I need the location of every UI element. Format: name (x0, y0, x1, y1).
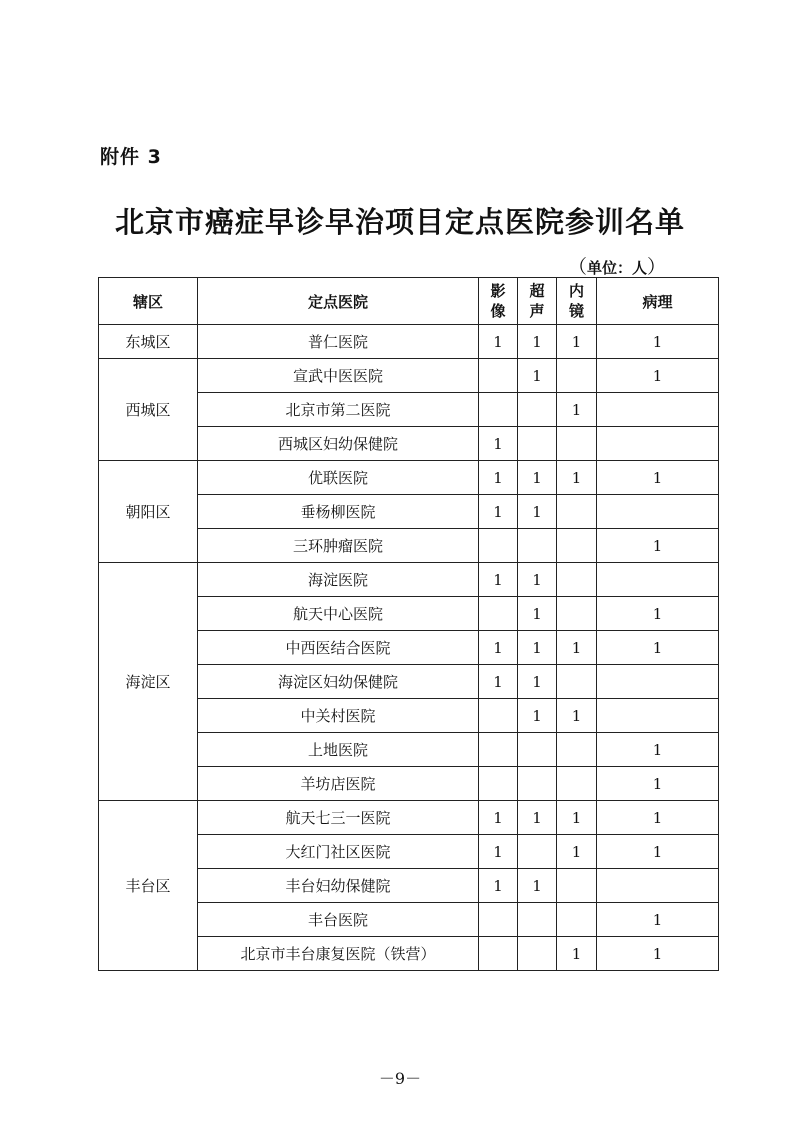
hospital-cell: 宣武中医医院 (198, 359, 479, 393)
imaging-cell: 1 (479, 869, 518, 903)
ultrasound-cell: 1 (518, 563, 557, 597)
hospital-cell: 普仁医院 (198, 325, 479, 359)
unit-close-paren: ） (647, 256, 667, 278)
header-ultrasound-line1: 超 (529, 282, 545, 300)
endoscopy-cell (557, 495, 597, 529)
header-district: 辖区 (99, 278, 198, 325)
hospital-cell: 航天中心医院 (198, 597, 479, 631)
ultrasound-cell (518, 835, 557, 869)
hospital-cell: 丰台妇幼保健院 (198, 869, 479, 903)
imaging-cell: 1 (479, 665, 518, 699)
endoscopy-cell: 1 (557, 937, 597, 971)
hospital-cell: 北京市丰台康复医院（铁营） (198, 937, 479, 971)
unit-note (568, 252, 666, 279)
ultrasound-cell: 1 (518, 665, 557, 699)
pathology-cell: 1 (597, 631, 719, 665)
endoscopy-cell: 1 (557, 801, 597, 835)
ultrasound-cell: 1 (518, 597, 557, 631)
hospital-cell: 三环肿瘤医院 (198, 529, 479, 563)
page-title: 北京市癌症早诊早治项目定点医院参训名单 (114, 205, 685, 239)
ultrasound-cell (518, 529, 557, 563)
imaging-cell (479, 597, 518, 631)
endoscopy-cell (557, 427, 597, 461)
hospital-cell: 羊坊店医院 (198, 767, 479, 801)
pathology-cell: 1 (597, 529, 719, 563)
unit-open-paren: （ (568, 256, 588, 278)
hospital-cell: 西城区妇幼保健院 (198, 427, 479, 461)
header-pathology: 病理 (597, 278, 719, 325)
endoscopy-cell: 1 (557, 835, 597, 869)
pathology-cell: 1 (597, 903, 719, 937)
attachment-label: 附件 3 (100, 146, 162, 168)
imaging-cell (479, 767, 518, 801)
hospital-table (98, 277, 719, 971)
ultrasound-cell: 1 (518, 359, 557, 393)
pathology-cell: 1 (597, 937, 719, 971)
endoscopy-cell (557, 733, 597, 767)
imaging-cell: 1 (479, 631, 518, 665)
ultrasound-cell: 1 (518, 699, 557, 733)
page-number: －9－ (378, 1069, 422, 1088)
pathology-cell: 1 (597, 359, 719, 393)
district-cell: 东城区 (99, 325, 198, 359)
table-row (99, 563, 719, 597)
pathology-cell: 1 (597, 597, 719, 631)
ultrasound-cell: 1 (518, 631, 557, 665)
imaging-cell (479, 937, 518, 971)
pathology-cell: 1 (597, 733, 719, 767)
endoscopy-cell: 1 (557, 461, 597, 495)
imaging-cell (479, 393, 518, 427)
ultrasound-cell: 1 (518, 495, 557, 529)
hospital-cell: 大红门社区医院 (198, 835, 479, 869)
header-imaging-line2: 像 (490, 302, 506, 320)
pathology-cell (597, 665, 719, 699)
imaging-cell (479, 903, 518, 937)
header-ultrasound-line2: 声 (529, 302, 545, 320)
ultrasound-cell (518, 937, 557, 971)
pathology-cell (597, 393, 719, 427)
header-hospital: 定点医院 (198, 278, 479, 325)
header-ultrasound (518, 278, 557, 325)
imaging-cell: 1 (479, 325, 518, 359)
endoscopy-cell: 1 (557, 393, 597, 427)
hospital-cell: 海淀区妇幼保健院 (198, 665, 479, 699)
ultrasound-cell: 1 (518, 869, 557, 903)
table-row (99, 461, 719, 495)
pathology-cell (597, 427, 719, 461)
pathology-cell (597, 495, 719, 529)
endoscopy-cell (557, 767, 597, 801)
endoscopy-cell: 1 (557, 325, 597, 359)
header-endoscopy (557, 278, 597, 325)
hospital-cell: 优联医院 (198, 461, 479, 495)
district-cell: 朝阳区 (99, 461, 198, 563)
table-row (99, 359, 719, 393)
pathology-cell (597, 869, 719, 903)
endoscopy-cell (557, 665, 597, 699)
ultrasound-cell: 1 (518, 325, 557, 359)
endoscopy-cell (557, 359, 597, 393)
imaging-cell: 1 (479, 461, 518, 495)
imaging-cell (479, 733, 518, 767)
header-endoscopy-line2: 镜 (568, 302, 584, 320)
ultrasound-cell (518, 733, 557, 767)
pathology-cell: 1 (597, 325, 719, 359)
header-imaging (479, 278, 518, 325)
imaging-cell: 1 (479, 801, 518, 835)
imaging-cell (479, 699, 518, 733)
ultrasound-cell (518, 393, 557, 427)
imaging-cell (479, 529, 518, 563)
district-cell: 丰台区 (99, 801, 198, 971)
pathology-cell: 1 (597, 461, 719, 495)
header-row (99, 278, 719, 325)
pathology-cell: 1 (597, 801, 719, 835)
imaging-cell: 1 (479, 495, 518, 529)
endoscopy-cell (557, 903, 597, 937)
district-cell: 西城区 (99, 359, 198, 461)
imaging-cell: 1 (479, 563, 518, 597)
imaging-cell: 1 (479, 835, 518, 869)
unit-text: 单位：人 (587, 259, 648, 277)
header-imaging-line1: 影 (490, 282, 506, 300)
ultrasound-cell: 1 (518, 801, 557, 835)
endoscopy-cell: 1 (557, 699, 597, 733)
hospital-cell: 海淀医院 (198, 563, 479, 597)
endoscopy-cell (557, 869, 597, 903)
ultrasound-cell (518, 767, 557, 801)
table-row (99, 325, 719, 359)
hospital-cell: 北京市第二医院 (198, 393, 479, 427)
pathology-cell: 1 (597, 767, 719, 801)
endoscopy-cell (557, 529, 597, 563)
imaging-cell: 1 (479, 427, 518, 461)
pathology-cell (597, 699, 719, 733)
ultrasound-cell (518, 903, 557, 937)
header-endoscopy-line1: 内 (568, 282, 584, 300)
hospital-cell: 航天七三一医院 (198, 801, 479, 835)
hospital-cell: 垂杨柳医院 (198, 495, 479, 529)
pathology-cell (597, 563, 719, 597)
hospital-cell: 中西医结合医院 (198, 631, 479, 665)
district-cell: 海淀区 (99, 563, 198, 801)
endoscopy-cell (557, 563, 597, 597)
table-row (99, 801, 719, 835)
ultrasound-cell: 1 (518, 461, 557, 495)
hospital-cell: 上地医院 (198, 733, 479, 767)
hospital-cell: 中关村医院 (198, 699, 479, 733)
hospital-cell: 丰台医院 (198, 903, 479, 937)
endoscopy-cell: 1 (557, 631, 597, 665)
pathology-cell: 1 (597, 835, 719, 869)
imaging-cell (479, 359, 518, 393)
endoscopy-cell (557, 597, 597, 631)
ultrasound-cell (518, 427, 557, 461)
